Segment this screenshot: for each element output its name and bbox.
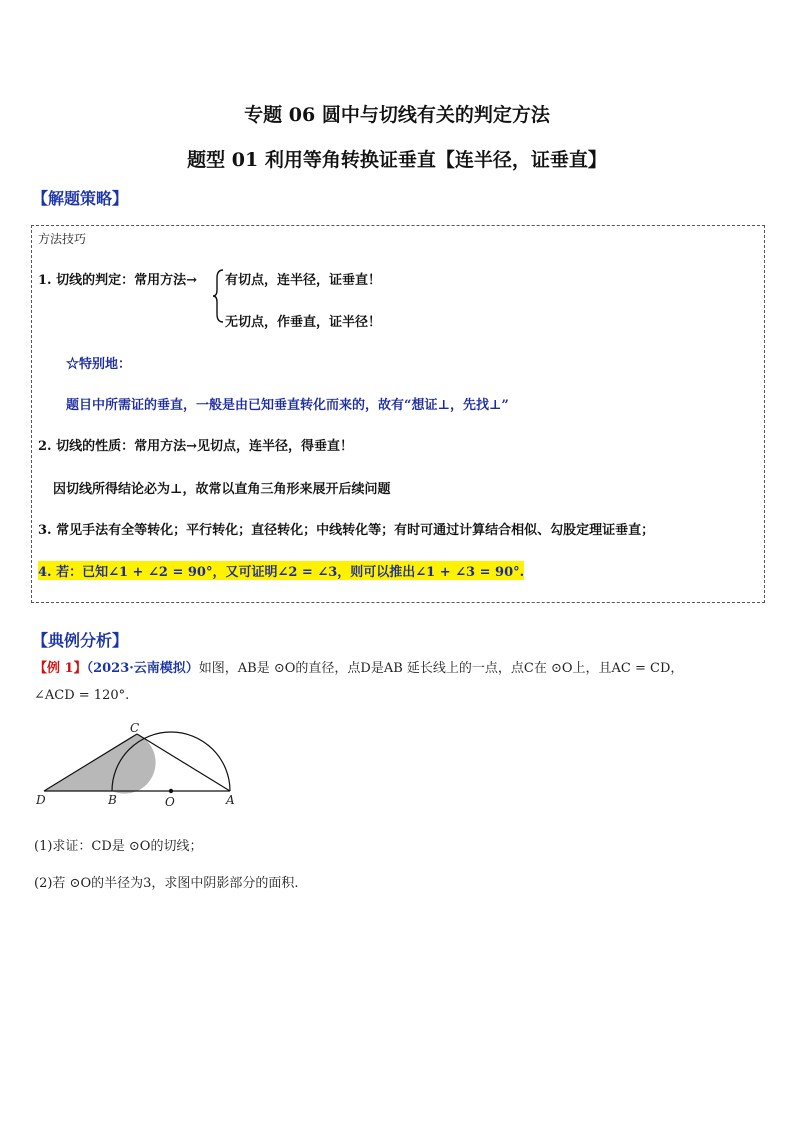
example-text-b: ∠ACD = 120°. [34, 688, 130, 703]
example-source: （2023·云南模拟） [86, 661, 199, 676]
rule-1-prefix: 1. 切线的判定：常用方法→ [38, 273, 198, 288]
rule-1-branch-a: 有切点，连半径，证垂直！ [225, 273, 382, 288]
label-D: D [36, 793, 46, 807]
rule-2: 2. 切线的性质：常用方法→见切点，连半径，得垂直！ [38, 439, 353, 454]
rule-4: 4. 若：已知∠1 + ∠2 = 90°，又可证明∠2 = ∠3，则可以推出∠1 + ∠3 = 90°. [38, 561, 524, 580]
geometry-figure [30, 720, 240, 810]
special-text: 题目中所需证的垂直，一般是由已知垂直转化而来的，故有“想证⊥，先找⊥” [66, 398, 509, 413]
strategy-heading: 【解题策略】 [32, 189, 129, 208]
rule-2-sub: 因切线所得结论必为⊥，故常以直角三角形来展开后续问题 [53, 482, 391, 497]
example-heading: 【典例分析】 [32, 631, 129, 650]
rule-3: 3. 常见手法有全等转化；平行转化；直径转化；中线转化等；有时可通过计算结合相似、勾股定理证垂直； [38, 523, 655, 538]
question-1: (1)求证：CD是 ⊙O的切线； [34, 839, 203, 854]
example-line-1 [34, 657, 683, 676]
rule-1-branch-b: 无切点，作垂直，证半径！ [225, 315, 382, 330]
label-O: O [165, 795, 175, 809]
center-point [169, 789, 173, 793]
method-label: 方法技巧 [38, 232, 87, 246]
circle-tangent-diagram [30, 720, 240, 815]
page-title: 专题 06 圆中与切线有关的判定方法 [244, 104, 550, 126]
arrow-icon: → [186, 273, 198, 288]
method-box [31, 225, 765, 603]
label-C: C [130, 721, 140, 735]
question-2: (2)若 ⊙O的半径为3，求图中阴影部分的面积. [34, 876, 299, 891]
example-tag: 【例 1】 [34, 661, 87, 676]
shaded-region [44, 734, 156, 794]
example-text-a: 如图，AB是 ⊙O的直径，点D是AB 延长线上的一点，点C在 ⊙O上，且AC = CD， [198, 661, 684, 676]
label-B: B [108, 793, 117, 807]
special-heading: ☆特别地： [66, 357, 132, 372]
page-subtitle: 题型 01 利用等角转换证垂直【连半径，证垂直】 [187, 149, 607, 171]
label-A: A [226, 793, 235, 807]
